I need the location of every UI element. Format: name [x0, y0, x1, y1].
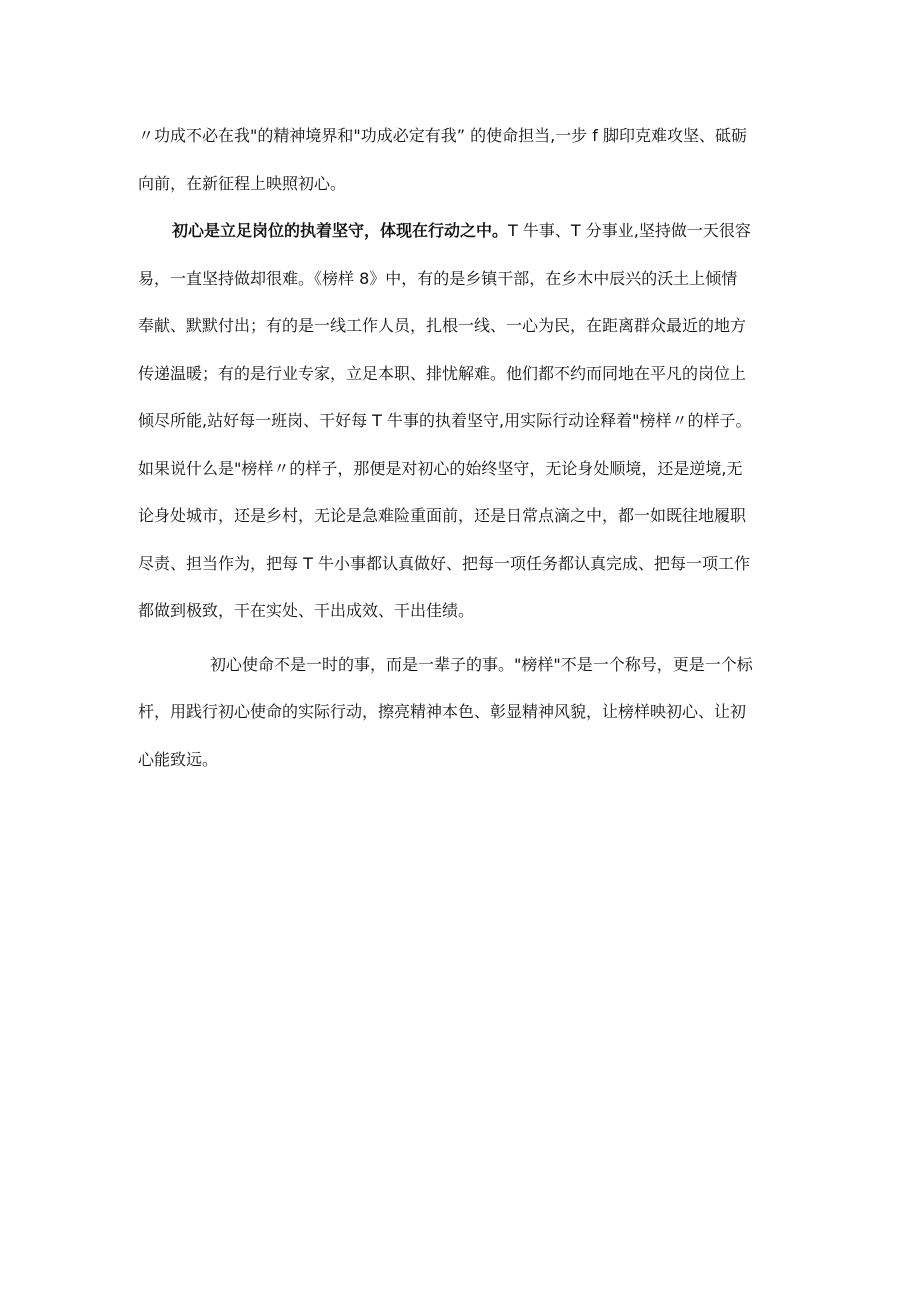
- paragraph-2-line-2: 易，一直坚持做却很难。《榜样 8》中，有的是乡镇干部，在乡木中辰兴的沃土上倾情: [138, 269, 738, 288]
- paragraph-1-line-2: 向前，在新征程上映照初心。: [138, 174, 347, 193]
- paragraph-2-line-1-rest: T 牛事、T 分事业,坚持做一天很容: [508, 221, 751, 240]
- paragraph-2-line-6: 如果说什么是"榜样〃的样子，那便是对初心的始终坚守，无论身处顺境，还是逆境,无: [138, 459, 743, 478]
- paragraph-2-line-4: 传递温暖；有的是行业专家，立足本职、排忧解难。他们都不约而同地在平凡的岗位上: [138, 364, 747, 383]
- paragraph-2-line-8: 尽责、担当作为，把每 T 牛小事都认真做好、把每一项任务都认真完成、把每一项工作: [138, 554, 750, 573]
- paragraph-1-line-1: 〃功成不必在我"的精神境界和"功成必定有我” 的使命担当,一步 f 脚印克难攻坚、砥砺: [138, 126, 747, 145]
- paragraph-2-heading: 初心是立足岗位的执着坚守，体现在行动之中。: [172, 221, 509, 240]
- paragraph-3-line-3: 心能致远。: [138, 750, 219, 769]
- paragraph-2-line-9: 都做到极致，干在实处、干出成效、干出佳绩。: [138, 601, 475, 620]
- paragraph-3-line-1: 初心使命不是一时的事，而是一辈子的事。"榜样"不是一个称号，更是一个标: [210, 655, 753, 674]
- paragraph-3-line-2: 杆，用践行初心使命的实际行动，擦亮精神本色、彰显精神风貌，让榜样映初心、让初: [138, 702, 747, 721]
- paragraph-2-line-5: 倾尽所能,站好每一班岗、干好每 T 牛事的执着坚守,用实际行动诠释着"榜样〃的样子。: [138, 411, 752, 430]
- paragraph-2-line-7: 论身处城市，还是乡村，无论是急难险重面前，还是日常点滴之中，都一如既往地履职: [138, 506, 747, 525]
- paragraph-2-line-3: 奉献、默默付出；有的是一线工作人员，扎根一线、一心为民，在距离群众最近的地方: [138, 316, 747, 335]
- paragraph-2-line-1: [172, 216, 788, 246]
